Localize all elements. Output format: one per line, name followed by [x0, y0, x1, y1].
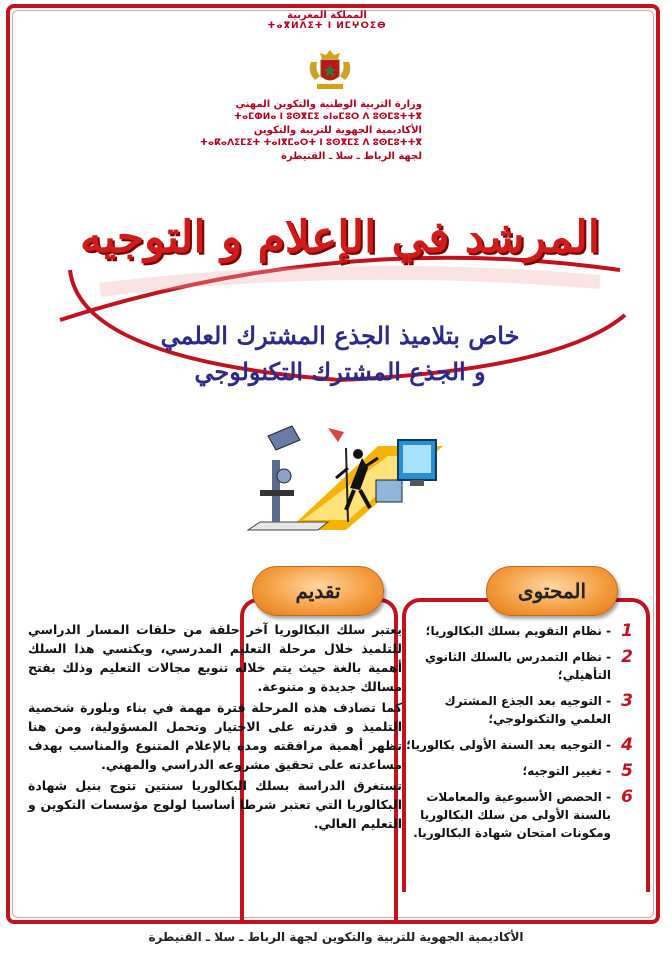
contents-list	[405, 622, 633, 850]
institution-block	[199, 98, 422, 163]
subtitle-line-1: خاص بتلاميذ الجذع المشترك العلمي	[160, 321, 520, 350]
intro-text	[28, 620, 402, 835]
contents-item-text: - تغيير التوجيه؛	[522, 764, 611, 778]
ministry-tifinagh: ⵜⴰⵎⵀⵍⴰ ⵏ ⵓⵙⴳⵎⵉ ⴰⵏⴰⵎⵓⵔ ⴷ ⵓⵙⵎⵓⵜⵜⴳ	[234, 112, 422, 122]
contents-tab: المحتوى	[486, 566, 618, 616]
contents-item-text: - التوجيه بعد الجذع المشترك العلمي والتكنولوجي؛	[444, 694, 611, 726]
science-illustration	[228, 418, 448, 538]
contents-item	[405, 648, 633, 684]
region-label: لجهة الرباط ـ سلا ـ القنيطرة	[280, 151, 422, 162]
contents-item-text: - الحصص الأسبوعية والمعاملات بالسنة الأولى من سلك البكالوريا ومكونات امتحان شهادة البكالوريا.	[413, 790, 611, 840]
contents-item	[405, 622, 633, 640]
contents-item-text: - نظام التمدرس بالسلك الثانوي التأهيلي؛	[425, 650, 611, 682]
contents-item-number: 5	[621, 761, 633, 781]
footer-text: الأكاديمية الجهوية للتربية والتكوين لجهة الرباط ـ سلا ـ القنيطرة	[148, 930, 524, 944]
subtitle	[90, 318, 590, 390]
contents-item-number: 6	[621, 787, 633, 807]
intro-paragraph: كما تصادف هذه المرحلة فترة مهمة في بناء وبلورة شخصية التلميذ و قدرته على الاختيار وتحمل المسؤولية، ومن هنا تظهر أهمية مرافقته ومده بالإعلام المتنوع والمناسب بهدف مساعدته على تحقيق مشروعه الدراسي والمهني.	[28, 700, 402, 772]
ministry-header	[232, 10, 422, 31]
contents-item	[405, 736, 633, 754]
contents-item-number: 4	[621, 735, 633, 755]
kingdom-label: المملكة المغربية	[287, 10, 367, 21]
contents-item-number: 3	[621, 691, 633, 711]
intro-paragraph: يعتبر سلك البكالوريا آخر حلقة من حلقات المسار الدراسي للتلميذ خلال مرحلة التعليم المدرسي، ويكتسي هذا السلك أهمية بالغة حيث يتم خلاله تنويع مجالات التعليم وذلك بفتح مسالك جديدة و متنوعة.	[28, 622, 402, 694]
main-title: المرشد في الإعلام و التوجيه	[79, 212, 601, 263]
intro-paragraph: تستغرق الدراسة بسلك البكالوريا سنتين تتوج بنيل شهادة البكالوريا التي تعتبر شرطا أساسيا لولوج مؤسسات التكوين و التعليم العالي.	[28, 778, 402, 831]
subtitle-line-2: و الجذع المشترك التكنولوجي	[194, 357, 486, 386]
contents-item-number: 1	[621, 621, 633, 641]
contents-item	[405, 762, 633, 780]
contents-item-number: 2	[621, 647, 633, 667]
contents-item	[405, 788, 633, 842]
academy-label: الأكاديمية الجهوية للتربية والتكوين	[253, 125, 422, 136]
academy-tifinagh: ⵜⴰⴽⴰⴷⵉⵎⵉⵜ ⵜⴰⵏⴳⵎⴰⵔⵜ ⵏ ⵓⵙⴳⵎⵉ ⴷ ⵓⵙⵎⵓⵜⵜⴳ	[199, 138, 422, 148]
ministry-label: وزارة التربية الوطنية والتكوين المهني	[235, 99, 422, 110]
contents-item-text: - نظام التقويم بسلك البكالوريا؛	[425, 624, 611, 638]
kingdom-tifinagh: ⵜⴰⴳⵍⴷⵉⵜ ⵏ ⵍⵎⵖⵔⵉⴱ	[267, 21, 387, 31]
royal-emblem-icon	[305, 46, 355, 94]
contents-item	[405, 692, 633, 728]
intro-tab: تقديم	[252, 566, 384, 616]
contents-item-text: - التوجيه بعد السنة الأولى بكالوريا؛	[406, 738, 611, 752]
